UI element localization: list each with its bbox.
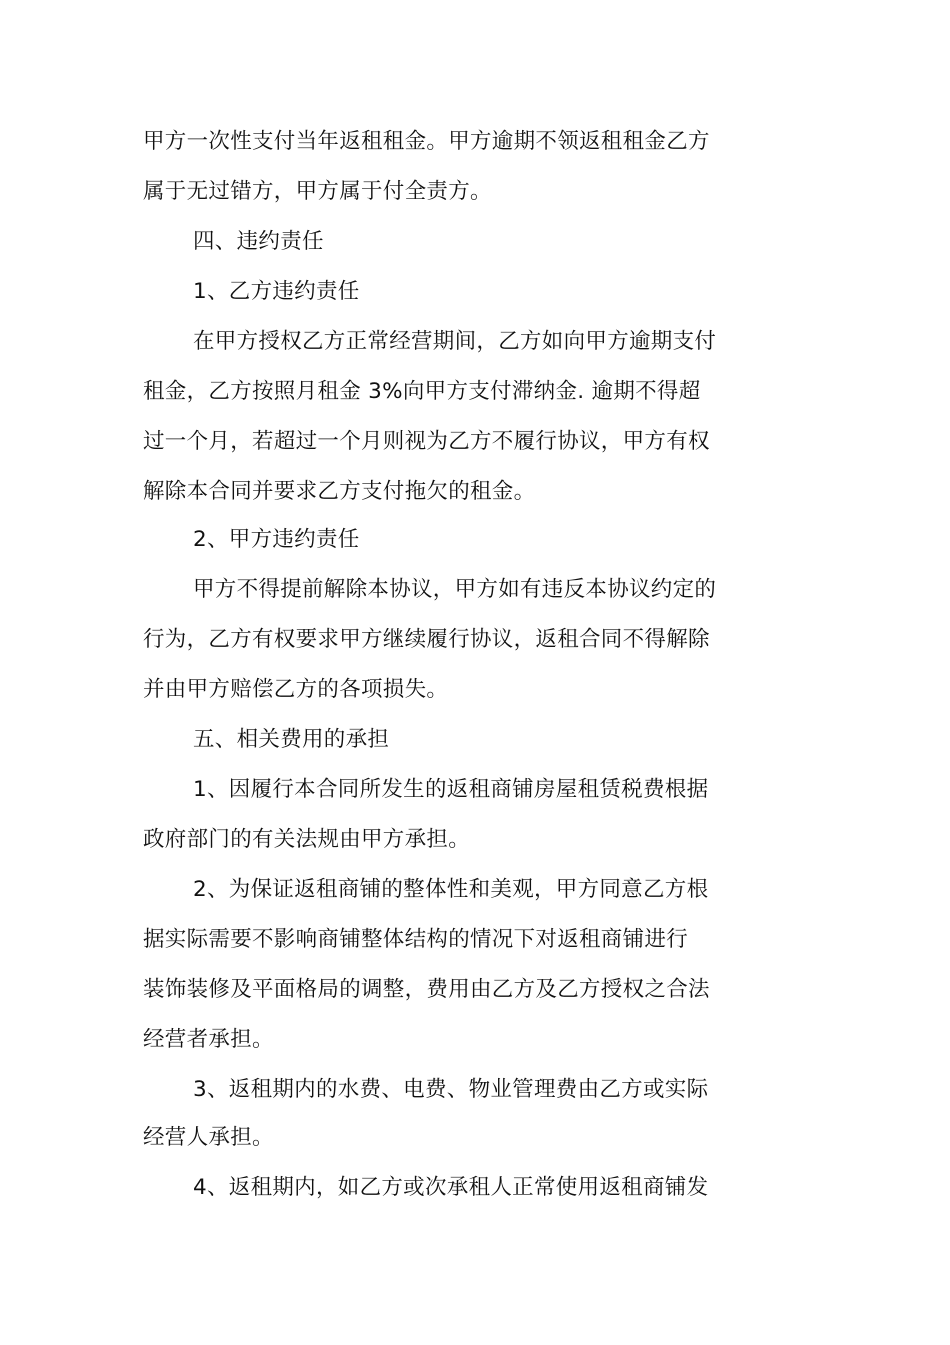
paragraph-line: 政府部门的有关法规由甲方承担。 [143,827,471,852]
subsection-heading: 2、甲方违约责任 [193,527,360,552]
paragraph-line: 并由甲方赔偿乙方的各项损失。 [143,677,449,702]
paragraph-line: 甲方一次性支付当年返租租金。甲方逾期不领返租租金乙方 [143,129,710,154]
paragraph-line: 经营人承担。 [143,1125,274,1150]
paragraph-line: 行为，乙方有权要求甲方继续履行协议，返租合同不得解除 [143,627,710,652]
section-heading: 五、相关费用的承担 [193,727,390,752]
paragraph-line: 据实际需要不影响商铺整体结构的情况下对返租商铺进行 [143,927,689,952]
paragraph-line: 2、为保证返租商铺的整体性和美观，甲方同意乙方根 [193,877,709,902]
paragraph-line: 过一个月，若超过一个月则视为乙方不履行协议，甲方有权 [143,429,710,454]
paragraph-line: 4、返租期内，如乙方或次承租人正常使用返租商铺发 [193,1175,709,1200]
subsection-heading: 1、乙方违约责任 [193,279,360,304]
paragraph-line: 3、返租期内的水费、电费、物业管理费由乙方或实际 [193,1077,709,1102]
paragraph-line: 在甲方授权乙方正常经营期间，乙方如向甲方逾期支付 [193,329,717,354]
paragraph-line: 经营者承担。 [143,1027,274,1052]
section-heading: 四、违约责任 [193,229,324,254]
paragraph-line: 装饰装修及平面格局的调整，费用由乙方及乙方授权之合法 [143,977,710,1002]
paragraph-line: 甲方不得提前解除本协议，甲方如有违反本协议约定的 [193,577,717,602]
paragraph-line: 租金，乙方按照月租金 3%向甲方支付滞纳金. 逾期不得超 [143,379,701,404]
paragraph-line: 解除本合同并要求乙方支付拖欠的租金。 [143,479,536,504]
paragraph-line: 属于无过错方，甲方属于付全责方。 [143,179,492,204]
paragraph-line: 1、因履行本合同所发生的返租商铺房屋租赁税费根据 [193,777,709,802]
